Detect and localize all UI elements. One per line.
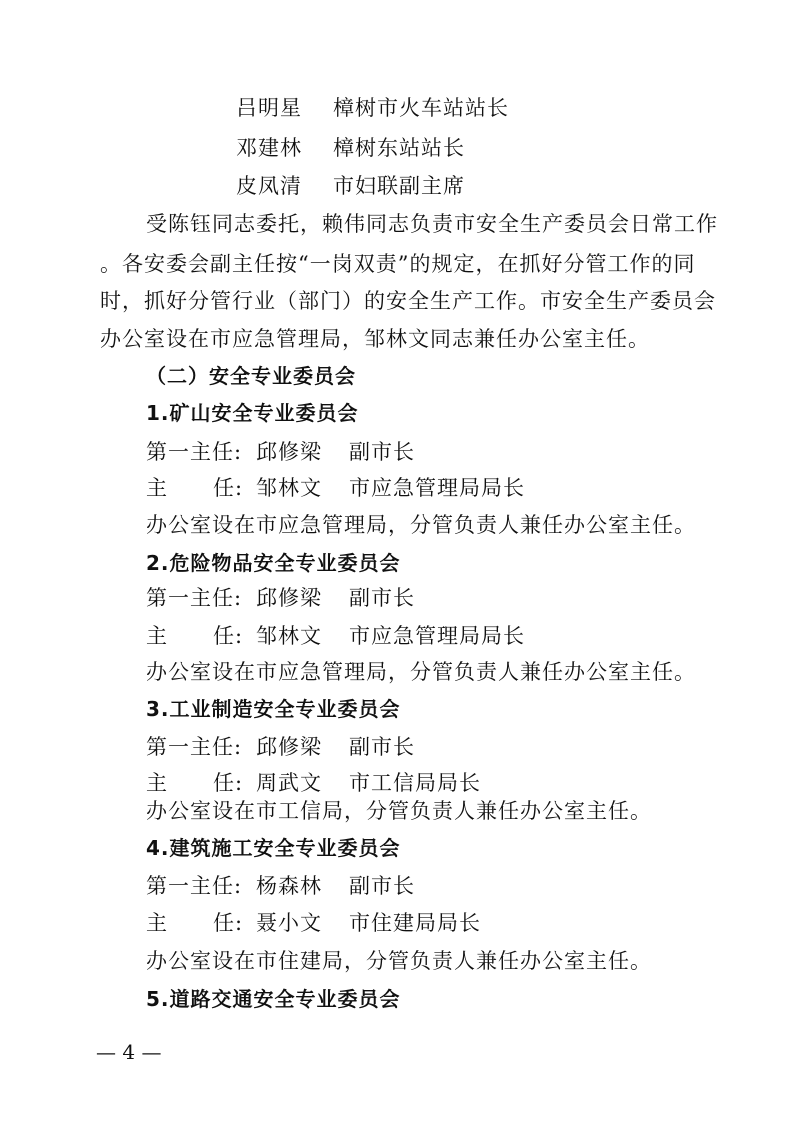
section-heading: （二）安全专业委员会 bbox=[146, 364, 356, 388]
first-director-label: 第一主任: bbox=[146, 874, 243, 898]
first-director-label: 第一主任: bbox=[146, 735, 243, 759]
committee-heading: 4.建筑施工安全专业委员会 bbox=[146, 836, 401, 860]
first-director-title: 副市长 bbox=[349, 440, 415, 464]
director-title: 市应急管理局局长 bbox=[349, 476, 525, 500]
director-label-part: 任: bbox=[213, 624, 244, 648]
paragraph-line: 时，抓好分管行业（部门）的安全生产工作。市安全生产委员会 bbox=[100, 289, 716, 313]
page-number: — 4 — bbox=[96, 1040, 162, 1064]
committee-heading: 3.工业制造安全专业委员会 bbox=[146, 697, 401, 721]
director-row bbox=[146, 476, 525, 500]
member-name: 吕明星 bbox=[236, 96, 302, 120]
director-title: 市住建局局长 bbox=[349, 911, 481, 935]
member-row bbox=[236, 96, 509, 120]
director-label-part: 任: bbox=[213, 771, 244, 795]
first-director-name: 邱修梁 bbox=[256, 735, 322, 759]
first-director-label: 第一主任: bbox=[146, 440, 243, 464]
first-director-label: 第一主任: bbox=[146, 586, 243, 610]
director-title: 市工信局局长 bbox=[349, 771, 481, 795]
committee-heading: 1.矿山安全专业委员会 bbox=[146, 401, 359, 425]
director-row bbox=[146, 911, 481, 935]
member-name: 皮凤清 bbox=[236, 174, 302, 198]
member-name: 邓建林 bbox=[236, 136, 302, 160]
director-name: 邹林文 bbox=[256, 624, 322, 648]
member-row bbox=[236, 136, 465, 160]
office-note: 办公室设在市应急管理局，分管负责人兼任办公室主任。 bbox=[146, 660, 696, 684]
first-director-row bbox=[146, 440, 415, 464]
first-director-row bbox=[146, 586, 415, 610]
first-director-title: 副市长 bbox=[349, 874, 415, 898]
director-name: 周武文 bbox=[256, 771, 322, 795]
director-label-part: 任: bbox=[213, 911, 244, 935]
first-director-title: 副市长 bbox=[349, 586, 415, 610]
director-row bbox=[146, 771, 481, 795]
director-label-part: 任: bbox=[213, 476, 244, 500]
member-row bbox=[236, 174, 465, 198]
member-title: 市妇联副主席 bbox=[333, 174, 465, 198]
director-label-part: 主 bbox=[146, 771, 168, 795]
director-row bbox=[146, 624, 525, 648]
director-label-part: 主 bbox=[146, 911, 168, 935]
first-director-name: 邱修梁 bbox=[256, 586, 322, 610]
first-director-title: 副市长 bbox=[349, 735, 415, 759]
first-director-row bbox=[146, 874, 415, 898]
office-note: 办公室设在市住建局，分管负责人兼任办公室主任。 bbox=[146, 949, 652, 973]
office-note: 办公室设在市应急管理局，分管负责人兼任办公室主任。 bbox=[146, 513, 696, 537]
paragraph-line: 。各安委会副主任按“一岗双责”的规定，在抓好分管工作的同 bbox=[100, 252, 696, 276]
committee-heading: 5.道路交通安全专业委员会 bbox=[146, 987, 401, 1011]
director-name: 聂小文 bbox=[256, 911, 322, 935]
office-note: 办公室设在市工信局，分管负责人兼任办公室主任。 bbox=[146, 799, 652, 823]
first-director-row bbox=[146, 735, 415, 759]
member-title: 樟树东站站长 bbox=[333, 136, 465, 160]
director-label-part: 主 bbox=[146, 624, 168, 648]
director-title: 市应急管理局局长 bbox=[349, 624, 525, 648]
director-name: 邹林文 bbox=[256, 476, 322, 500]
first-director-name: 邱修梁 bbox=[256, 440, 322, 464]
director-label-part: 主 bbox=[146, 476, 168, 500]
committee-heading: 2.危险物品安全专业委员会 bbox=[146, 551, 401, 575]
paragraph-line: 受陈钰同志委托，赖伟同志负责市安全生产委员会日常工作 bbox=[146, 212, 718, 236]
member-title: 樟树市火车站站长 bbox=[333, 96, 509, 120]
first-director-name: 杨森林 bbox=[256, 874, 322, 898]
paragraph-line: 办公室设在市应急管理局，邹林文同志兼任办公室主任。 bbox=[100, 327, 650, 351]
